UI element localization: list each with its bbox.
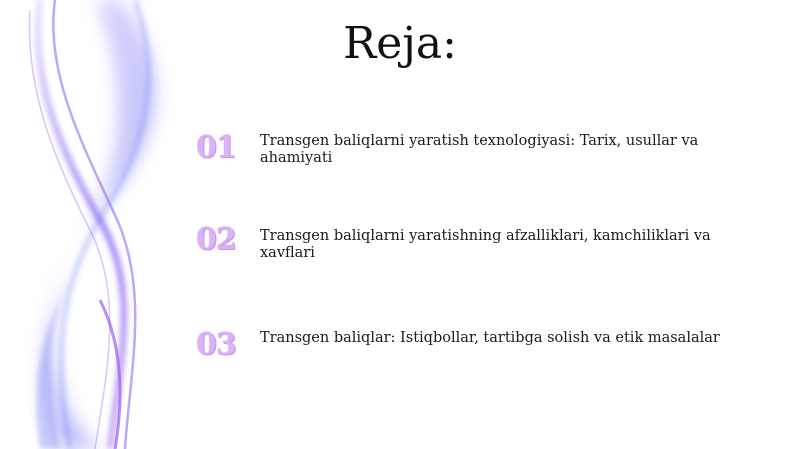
agenda-item-number: 01 xyxy=(196,130,236,165)
agenda-item-text: Transgen baliqlarni yaratish texnologiyasi: Tarix, usullar va ahamiyati xyxy=(260,133,699,166)
agenda-item xyxy=(196,130,756,193)
agenda-item xyxy=(196,327,756,390)
agenda-item-text: Transgen baliqlarni yaratishning afzalliklari, kamchiliklari va xavflari xyxy=(260,228,711,261)
decorative-smoke-ribbon xyxy=(0,0,200,449)
agenda-item-number: 03 xyxy=(196,327,236,362)
agenda-item-number: 02 xyxy=(196,222,236,257)
agenda-item xyxy=(196,222,756,288)
slide-title: Reja: xyxy=(343,18,457,69)
agenda-item-text: Transgen baliqlar: Istiqbollar, tartibga solish va etik masalalar xyxy=(260,330,720,346)
